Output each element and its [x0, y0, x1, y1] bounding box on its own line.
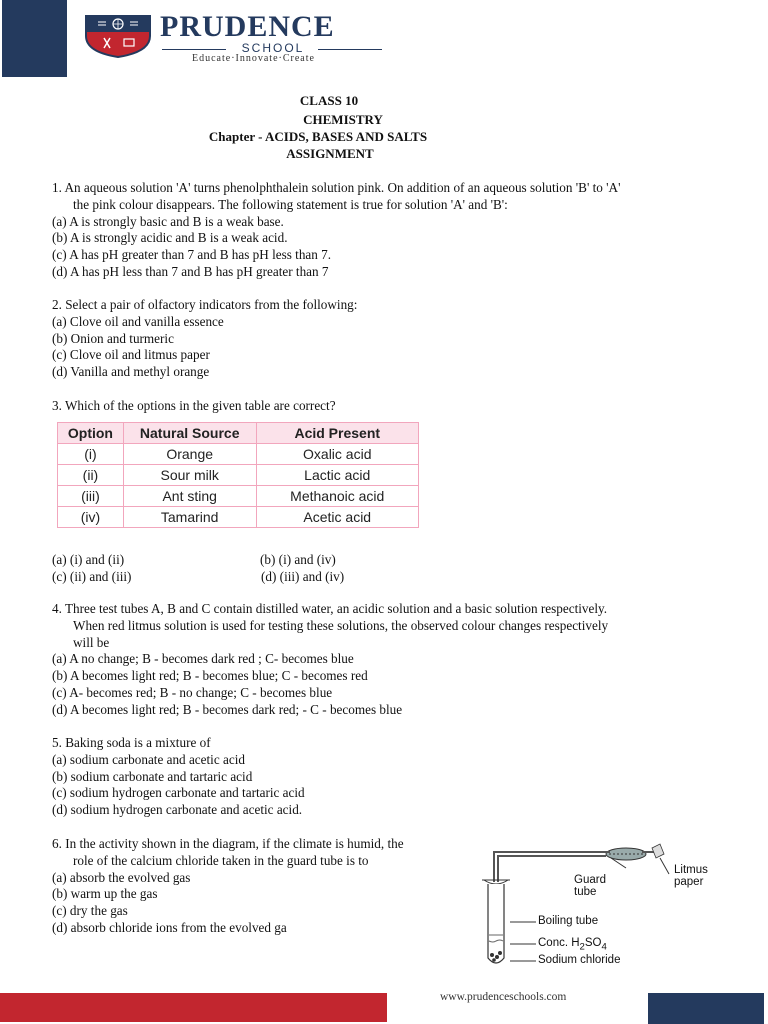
table-row: [58, 486, 419, 507]
option: (d) A has pH less than 7 and B has pH greater than 7: [52, 263, 329, 279]
table-cell: Tamarind: [123, 507, 256, 528]
school-subtitle: SCHOOL: [241, 41, 305, 55]
table-cell: Methanoic acid: [256, 486, 419, 507]
table-cell: (iv): [58, 507, 124, 528]
table-cell: (iii): [58, 486, 124, 507]
table-row: [58, 444, 419, 465]
question-text: 1. An aqueous solution 'A' turns phenolphthalein solution pink. On addition of an aqueous solution 'B' to 'A': [52, 180, 621, 195]
option: (c) sodium hydrogen carbonate and tartaric acid: [52, 785, 305, 801]
question-text: 3. Which of the options in the given table are correct?: [52, 398, 336, 413]
question-text-cont: will be: [73, 634, 110, 650]
option: (c) (ii) and (iii): [52, 569, 132, 584]
question-6: [52, 836, 472, 937]
option: (b) (i) and (iv): [260, 552, 336, 567]
school-logo: [84, 12, 394, 64]
table-cell: Ant sting: [123, 486, 256, 507]
question-3: [52, 398, 732, 415]
table-cell: Orange: [123, 444, 256, 465]
table-cell: (ii): [58, 465, 124, 486]
table-row: [58, 507, 419, 528]
option: (a) sodium carbonate and acetic acid: [52, 751, 245, 767]
footer-url: www.prudenceschools.com: [440, 991, 567, 1003]
assignment-label: ASSIGNMENT: [286, 146, 374, 161]
question-text: 4. Three test tubes A, B and C contain distilled water, an acidic solution and a basic solution respectively.: [52, 601, 608, 616]
acid-source-table: [57, 422, 419, 528]
option: (d) sodium hydrogen carbonate and acetic acid.: [52, 802, 303, 818]
option: (b) A is strongly acidic and B is a weak acid.: [52, 230, 288, 246]
school-tagline: Educate·Innovate·Create: [192, 53, 315, 64]
question-4: [52, 601, 732, 719]
option: (a) A no change; B - becomes dark red ; C- becomes blue: [52, 651, 354, 667]
table-row: [58, 465, 419, 486]
litmus-paper-label: Litmus paper: [674, 864, 708, 888]
option: (b) A becomes light red; B - becomes blue; C - becomes red: [52, 668, 368, 684]
table-cell: Sour milk: [123, 465, 256, 486]
footer-red-bar: [0, 993, 387, 1022]
option: (a) Clove oil and vanilla essence: [52, 313, 224, 329]
option: (c) A- becomes red; B - no change; C - becomes blue: [52, 684, 333, 700]
table-header: Option: [58, 423, 124, 444]
option: (b) Onion and turmeric: [52, 330, 174, 346]
apparatus-diagram: [476, 840, 736, 972]
school-crest-icon: [84, 14, 152, 58]
assignment-heading: [0, 92, 768, 162]
option: (a) (i) and (ii): [52, 552, 125, 567]
footer-navy-block: [648, 993, 764, 1024]
table-cell: Lactic acid: [256, 465, 419, 486]
question-text: 6. In the activity shown in the diagram, if the climate is humid, the: [52, 836, 404, 851]
option: (d) (iii) and (iv): [261, 569, 345, 584]
option: (c) Clove oil and litmus paper: [52, 347, 210, 363]
table-header-row: [58, 423, 419, 444]
option: (a) A is strongly basic and B is a weak base.: [52, 213, 284, 229]
question-text-cont: the pink colour disappears. The following statement is true for solution 'A' and 'B':: [73, 196, 508, 212]
subject-label: CHEMISTRY: [303, 112, 383, 127]
acid-label: Conc. $H_2SO_4$: [538, 937, 607, 953]
question-3-options: [52, 551, 472, 585]
guard-tube-label: Guard tube: [574, 874, 606, 898]
salt-label: Sodium chloride: [538, 954, 621, 966]
question-text: 5. Baking soda is a mixture of: [52, 735, 211, 750]
question-1: [52, 180, 732, 281]
question-text: 2. Select a pair of olfactory indicators from the following:: [52, 297, 358, 312]
table-cell: Acetic acid: [256, 507, 419, 528]
header-navy-block: [2, 0, 67, 77]
question-text-cont: role of the calcium chloride taken in the guard tube is to: [73, 852, 369, 868]
chapter-label: Chapter - ACIDS, BASES AND SALTS: [208, 129, 428, 144]
school-name: PRUDENCE: [160, 10, 335, 43]
option: (d) A becomes light red; B - becomes dark red; - C - becomes blue: [52, 701, 403, 717]
question-5: [52, 735, 732, 819]
option: (d) Vanilla and methyl orange: [52, 364, 210, 380]
option: (a) absorb the evolved gas: [52, 869, 191, 885]
question-2: [52, 297, 732, 381]
class-label: CLASS 10: [299, 93, 359, 108]
option: (b) warm up the gas: [52, 886, 158, 902]
option: (b) sodium carbonate and tartaric acid: [52, 768, 253, 784]
table-header: Acid Present: [256, 423, 419, 444]
option: (c) A has pH greater than 7 and B has pH less than 7.: [52, 247, 332, 263]
question-text-cont: When red litmus solution is used for testing these solutions, the observed colour changes respectively: [73, 617, 609, 633]
table-header: Natural Source: [123, 423, 256, 444]
boiling-tube-label: Boiling tube: [538, 915, 599, 927]
table-cell: (i): [58, 444, 124, 465]
option: (c) dry the gas: [52, 903, 128, 919]
table-cell: Oxalic acid: [256, 444, 419, 465]
school-subtitle-line: [160, 43, 386, 53]
option: (d) absorb chloride ions from the evolved ga: [52, 919, 287, 935]
